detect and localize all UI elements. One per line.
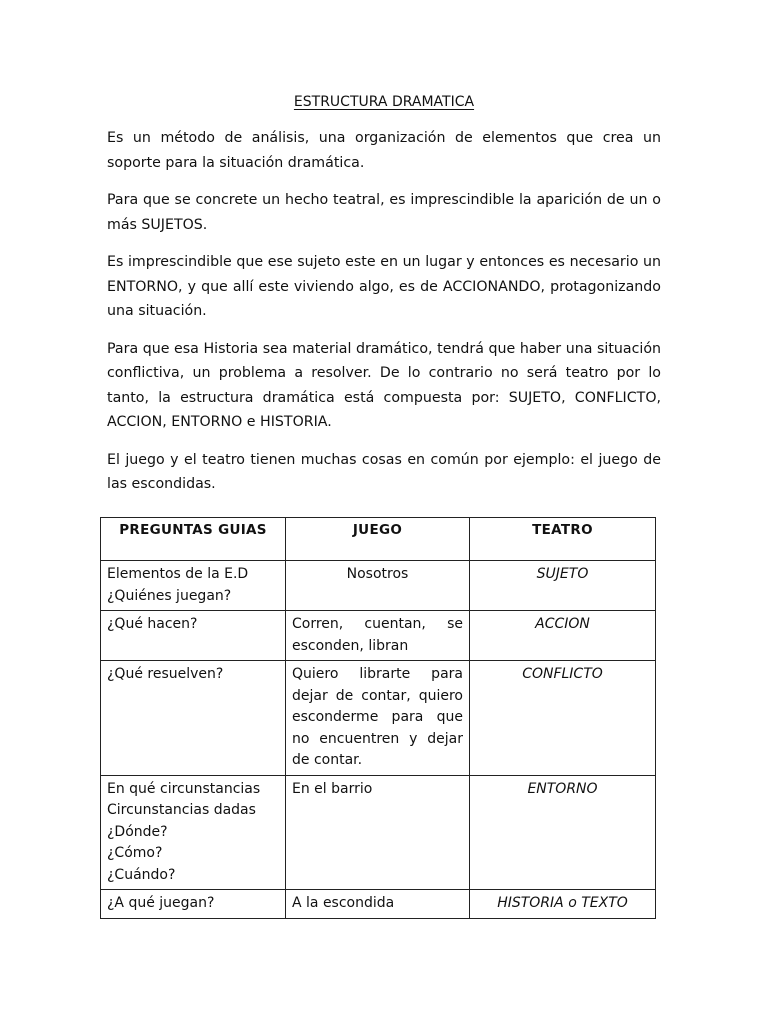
cell-juego: Quiero librarte para dejar de contar, quiero esconderme para que no encuentren y dejar de contar. [286,661,470,776]
cell-teatro: SUJETO [470,561,656,611]
paragraph-juego: El juego y el teatro tienen muchas cosas en común por ejemplo: el juego de las escondidas. [107,451,661,492]
cell-pregunta [101,890,286,919]
pregunta-line: Circunstancias dadas [107,802,256,818]
table-row [101,775,656,890]
header-preguntas: PREGUNTAS GUIAS [101,518,286,561]
pregunta-line: En qué circunstancias [107,780,261,797]
table-row [101,561,656,611]
pregunta-line: ¿Cómo? [107,845,163,861]
table-row [101,890,656,919]
document-page [107,94,661,510]
pregunta-line: ¿Cuándo? [107,866,176,883]
pregunta-line: ¿Dónde? [107,823,168,840]
table-row [101,661,656,776]
cell-teatro: HISTORIA o TEXTO [470,890,656,919]
cell-juego: Corren, cuentan, se esconden, libran [286,611,470,661]
pregunta-line: ¿Quiénes juegan? [107,587,232,604]
table-header-row [101,518,656,561]
cell-pregunta [101,561,286,611]
structure-table [100,517,656,919]
cell-pregunta [101,611,286,661]
cell-pregunta [101,661,286,776]
paragraph-entorno: Es imprescindible que ese sujeto este en un lugar y entonces es necesario un ENTORNO, y que allí este viviendo algo, es de ACCIONANDO, protagonizando una situación. [107,254,661,319]
cell-teatro: ENTORNO [470,775,656,890]
header-teatro: TEATRO [470,518,656,561]
paragraph-definition: Es un método de análisis, una organización de elementos que crea un soporte para la situación dramática. [107,130,661,171]
pregunta-line: ¿A qué juegan? [107,895,215,911]
cell-juego: A la escondida [286,890,470,919]
paragraph-historia: Para que esa Historia sea material dramático, tendrá que haber una situación conflictiva, un problema a resolver. De lo contrario no será teatro por lo tanto, la estructura dramática está compuesta por: SUJETO, CONFLICTO, ACCION, ENTORNO e HISTORIA. [107,340,661,430]
cell-pregunta [101,775,286,890]
table-row [101,611,656,661]
header-juego: JUEGO [286,518,470,561]
cell-teatro: CONFLICTO [470,661,656,776]
pregunta-line: Elementos de la E.D [107,566,249,582]
pregunta-line: ¿Qué hacen? [107,616,198,632]
cell-juego: Nosotros [286,561,470,611]
pregunta-line: ¿Qué resuelven? [107,666,224,682]
cell-teatro: ACCION [470,611,656,661]
cell-juego: En el barrio [286,775,470,890]
paragraph-sujetos: Para que se concrete un hecho teatral, es imprescindible la aparición de un o más SUJETOS. [107,192,661,233]
document-title: ESTRUCTURA DRAMATICA [293,94,475,110]
